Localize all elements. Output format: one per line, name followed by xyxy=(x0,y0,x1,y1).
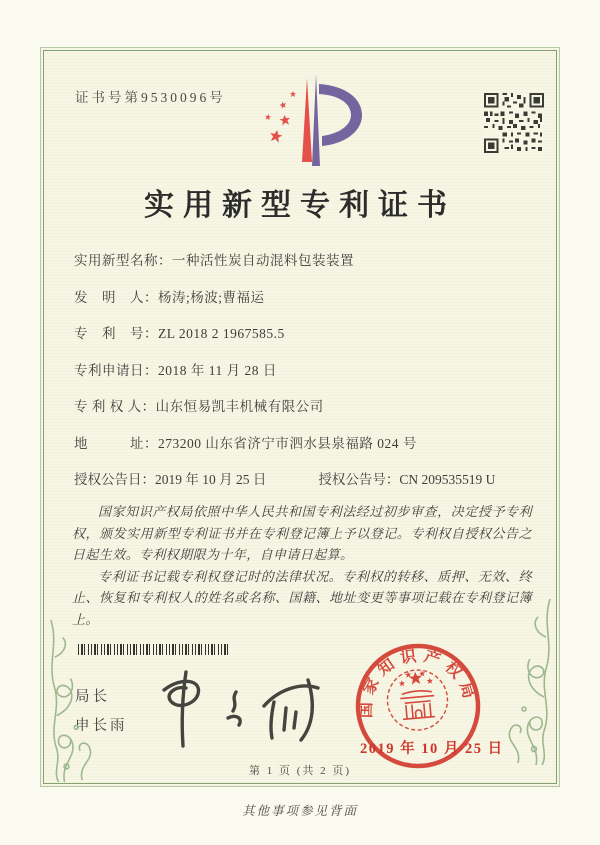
corner-flourish-icon xyxy=(468,580,558,784)
field-row-filing-date xyxy=(74,360,534,381)
cnipa-logo-icon xyxy=(252,70,370,172)
corner-flourish-icon xyxy=(42,618,132,784)
field-label: 专利申请日： xyxy=(74,362,158,378)
seal-date: 2019 年 10 月 25 日 xyxy=(360,741,504,757)
legal-text xyxy=(72,501,532,630)
grant-number: CN 209535519 U xyxy=(399,472,496,487)
field-row-invention-name xyxy=(74,250,534,271)
grant-date: 2019 年 10 月 25 日 xyxy=(155,472,267,487)
field-value: ZL 2018 2 1967585.5 xyxy=(158,326,285,341)
national-emblem-icon xyxy=(385,668,450,733)
field-value: 2018 年 11 月 28 日 xyxy=(158,362,277,378)
qr-code xyxy=(484,93,544,153)
field-value: 273200 山东省济宁市泗水县泉福路 024 号 xyxy=(158,435,417,451)
field-value: 杨涛;杨波;曹福运 xyxy=(158,289,265,305)
signatory-title: 局长 xyxy=(75,689,110,705)
field-row-patentee xyxy=(74,396,534,417)
certificate-number: 证书号第9530096号 xyxy=(75,90,226,105)
field-row-patent-number xyxy=(74,323,534,344)
certificate-title: 实用新型专利证书 xyxy=(144,189,456,222)
field-label: 专 利 权 人： xyxy=(74,399,156,414)
field-label: 发 明 人： xyxy=(74,289,158,305)
legal-paragraph: 国家知识产权局依照中华人民共和国专利法经过初步审查，决定授予专利权，颁发实用新型专利证书并在专利登记簿上予以登记。专利权自授权公告之日起生效。专利权期限为十年，自申请日起算。 xyxy=(72,504,532,562)
field-label: 专 利 号： xyxy=(74,326,158,341)
field-label: 实用新型名称： xyxy=(74,253,172,268)
seal-agency-text: 国家知识产权局 xyxy=(357,647,479,719)
signatory-name: 申长雨 xyxy=(75,718,128,734)
signature-handwriting xyxy=(148,666,333,754)
page-number: 第 1 页 (共 2 页) xyxy=(248,765,352,777)
field-value: 山东恒易凯丰机械有限公司 xyxy=(155,399,324,414)
field-value: 一种活性炭自动混料包装装置 xyxy=(172,253,354,268)
legal-paragraph: 专利证书记载专利权登记时的法律状况。专利权的转移、质押、无效、终止、恢复和专利权人的姓名或名称、国籍、地址变更等事项记载在专利登记簿上。 xyxy=(72,568,532,627)
field-label: 地 址： xyxy=(74,435,158,451)
back-note: 其他事项参见背面 xyxy=(241,804,358,818)
grant-number-label: 授权公告号： xyxy=(318,472,400,487)
grant-date-label: 授权公告日： xyxy=(74,472,155,487)
field-row-inventors xyxy=(74,287,534,308)
certificate-fields xyxy=(74,250,534,490)
field-row-address xyxy=(74,433,534,454)
grant-row xyxy=(74,469,534,490)
